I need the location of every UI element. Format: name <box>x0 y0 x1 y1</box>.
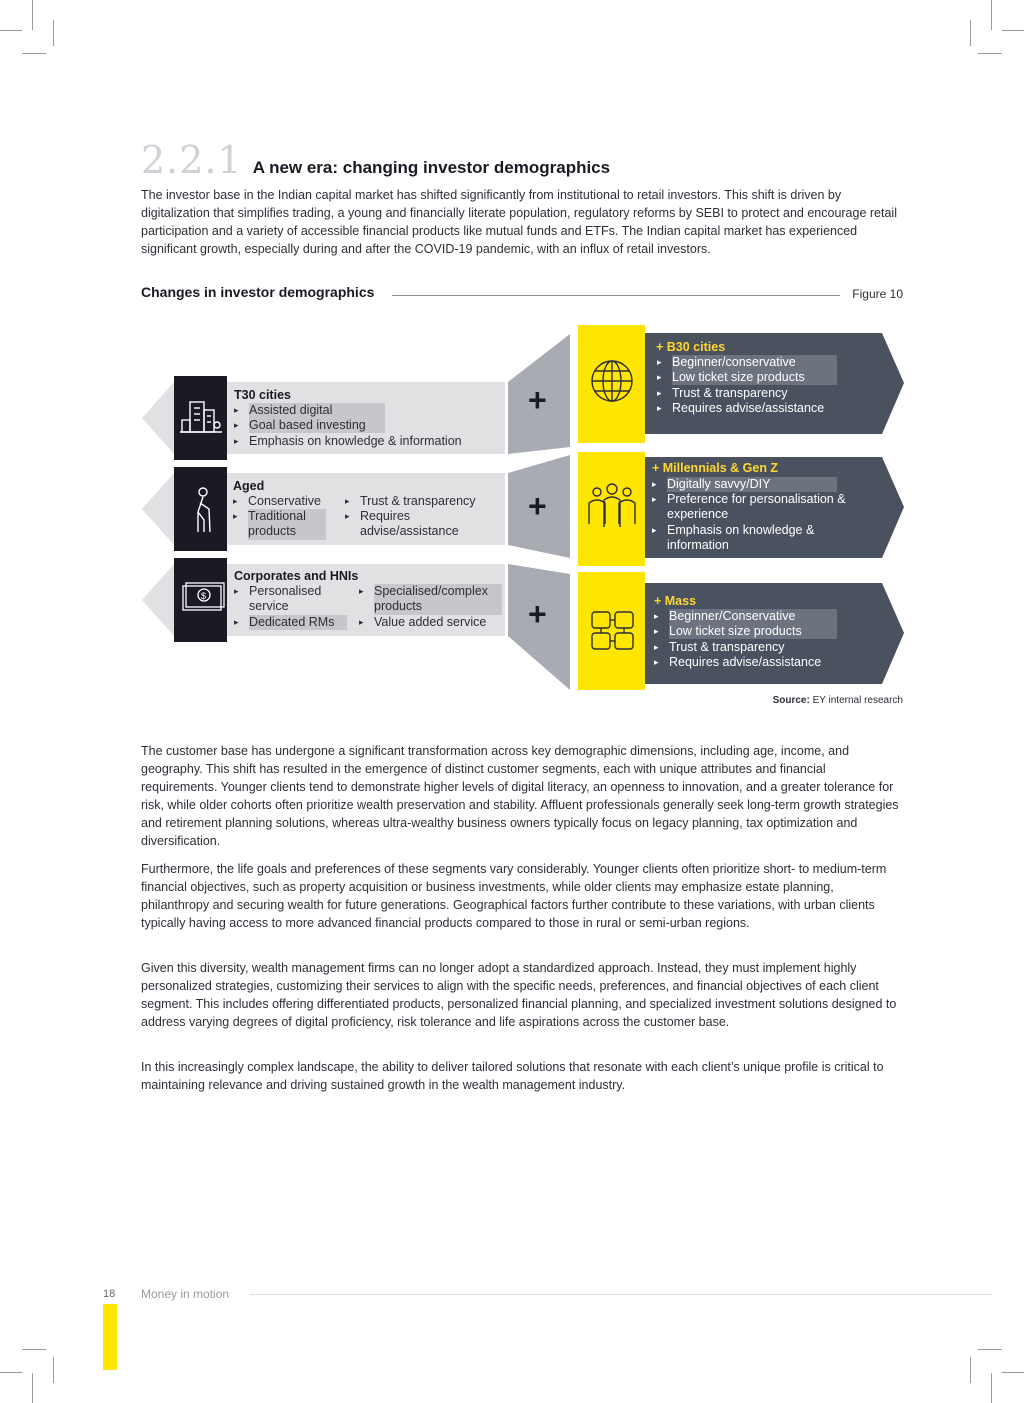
segment-bullet: ▸ Dedicated RMs <box>249 615 347 630</box>
body-paragraph: Furthermore, the life goals and preferences of these segments vary considerably. Younger clients often prioritize short- to medium-term financial objectives, such as property acquisition or business investments, while older clients may emphasize estate planning, philanthropy and securing wealth for future generations. Geographical factors further contribute to these variations, with urban clients typically having access to more advanced financial products compared to those in rural or semi-urban regions. <box>141 862 887 930</box>
segment-bullet: ▸ Emphasis on knowledge & information <box>249 434 499 449</box>
segment-bullet: ▸ Low ticket size products <box>669 624 837 639</box>
dark-icon-block <box>174 376 227 460</box>
figure-source <box>773 695 903 706</box>
segment-bullet: ▸ Preference for personalisation & experience <box>667 492 879 522</box>
segment-bullet: ▸ Low ticket size products <box>672 370 837 385</box>
segment-bullet: ▸ Trust & transparency <box>669 640 879 655</box>
source-text: EY internal research <box>812 695 903 706</box>
figure-label: Figure 10 <box>852 287 903 301</box>
footer-rule <box>250 1294 992 1295</box>
plus-sign: + <box>528 488 547 524</box>
segment-bullet: ▸ Trust & transparency <box>360 494 500 509</box>
segment-bullet: ▸ Specialised/complex products <box>374 584 502 615</box>
segment-bullet: ▸ Trust & transparency <box>672 386 882 401</box>
segment-bullet: ▸ Conservative <box>248 494 338 509</box>
source-prefix: Source: <box>772 695 810 706</box>
segment-title: + Millennials & Gen Z <box>652 461 779 475</box>
segment-bullet: ▸ Assisted digital <box>249 403 385 418</box>
section-number: 2.2.1 <box>141 138 243 182</box>
svg-text:$: $ <box>201 591 207 601</box>
yellow-icon-block <box>578 572 645 690</box>
intro-paragraph: The investor base in the Indian capital market has shifted significantly from institutional to retail investors. This shift is driven by digitalization that simplifies trading, a young and financially literate population, regulatory reforms by SEBI to protect and encourage retail participation and a variety of accessible financial products like mutual funds and ETFs. The Indian capital market has experienced significant growth, especially during and after the COVID-19 pandemic, with an influx of retail investors. <box>141 188 897 256</box>
plus-sign: + <box>528 596 547 632</box>
section-title: A new era: changing investor demographics <box>252 158 611 177</box>
segment-bullet: ▸ Emphasis on knowledge & information <box>667 523 879 553</box>
globe-icon <box>592 361 632 401</box>
segment-title: Aged <box>233 479 265 493</box>
segment-bullet: ▸ Beginner/Conservative <box>669 609 837 624</box>
segment-title: + Mass <box>654 594 697 608</box>
segment-bullet: ▸ Value added service <box>374 615 504 630</box>
segment-title: T30 cities <box>234 388 291 402</box>
dark-icon-block <box>174 467 227 551</box>
segment-bullet: ▸ Beginner/conservative <box>672 355 837 370</box>
footer-accent-bar <box>103 1304 117 1370</box>
left-arrow-tip <box>142 382 174 454</box>
left-arrow-tip <box>142 473 174 545</box>
segment-bullet: ▸ Goal based investing <box>249 418 385 433</box>
body-paragraph: The customer base has undergone a significant transformation across key demographic dimensions, including age, income, and geography. This shift has resulted in the emergence of distinct customer segments, each with unique attributes and financial requirements. Younger clients tend to demonstrate higher levels of digital literacy, an openness to innovation, and a greater tolerance for risk, while older cohorts often prioritize wealth preservation and stability. Affluent professionals generally seek long-term growth strategies and retirement planning solutions, whereas ultra-wealthy business owners typically focus on legacy planning, tax optimization and diversification. <box>141 744 899 848</box>
segment-bullet: ▸ Requires advise/assistance <box>672 401 882 416</box>
segment-bullet: ▸ Requires advise/assistance <box>669 655 879 670</box>
body-paragraph: In this increasingly complex landscape, the ability to deliver tailored solutions that resonate with each client’s unique profile is critical to maintaining relevance and driving sustained growth in the wealth management industry. <box>141 1060 884 1092</box>
segment-title: + B30 cities <box>656 340 726 354</box>
segment-bullet: ▸ Requires advise/assistance <box>360 509 480 539</box>
plus-sign: + <box>528 382 547 418</box>
segment-title: Corporates and HNIs <box>234 569 359 583</box>
left-arrow-tip <box>142 564 174 636</box>
body-paragraph: Given this diversity, wealth management firms can no longer adopt a standardized approach. Instead, they must implement highly personalized strategies, customizing their services to align with the specific needs, preferences, and financial objectives of each client segment. This includes offering differentiated products, personalized financial planning, and specialized investment solutions designed to address varying degrees of digital proficiency, risk tolerance and life aspirations across the customer base. <box>141 961 897 1029</box>
page-number: 18 <box>103 1288 116 1300</box>
figure-title: Changes in investor demographics <box>141 284 375 300</box>
publication-title: Money in motion <box>141 1287 230 1301</box>
segment-bullet: ▸ Digitally savvy/DIY <box>667 477 837 492</box>
segment-bullet: ▸ Traditional products <box>248 509 326 540</box>
segment-bullet: ▸ Personalised service <box>249 584 341 614</box>
